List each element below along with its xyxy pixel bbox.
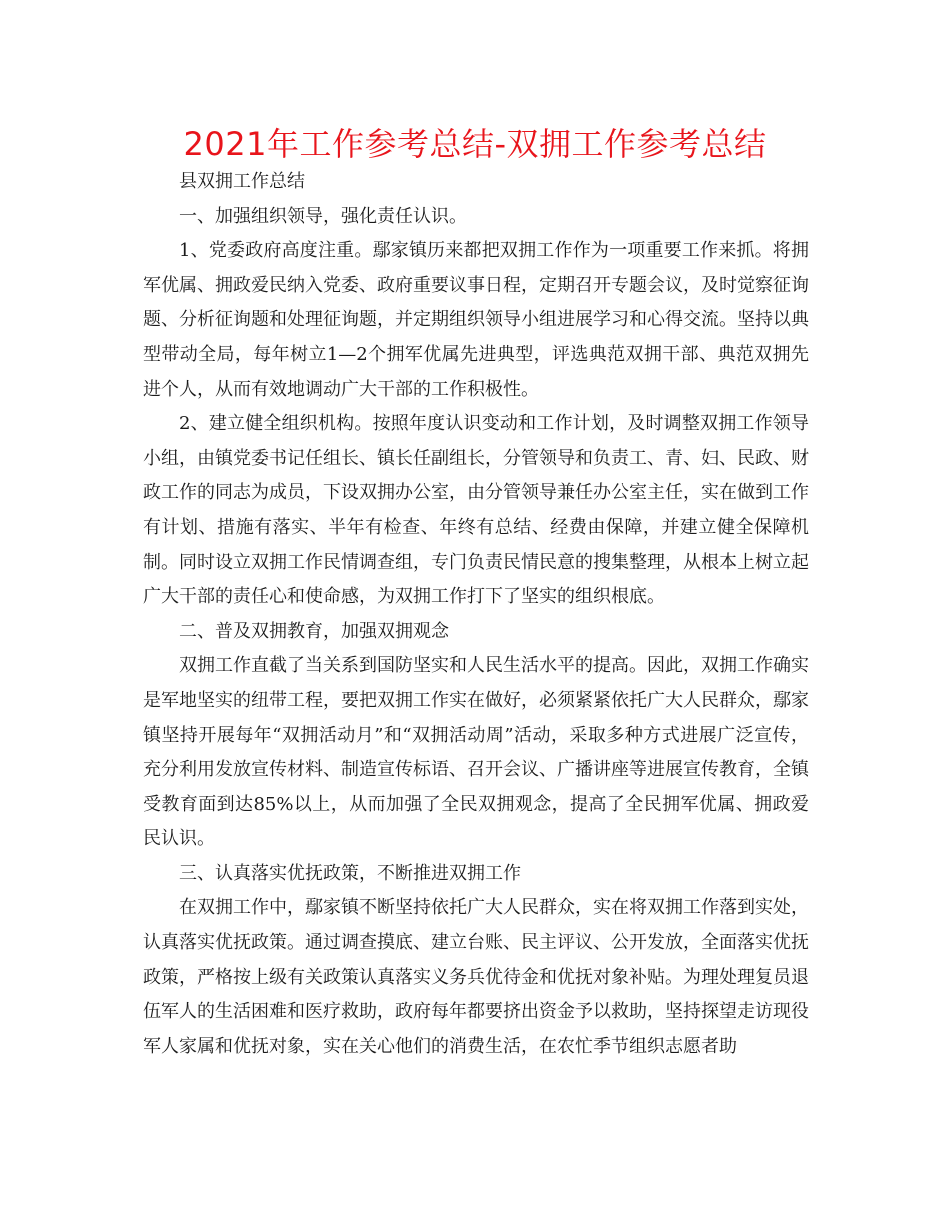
paragraph-1: 1、党委政府高度注重。鄢家镇历来都把双拥工作作为一项重要工作来抓。将拥军优属、拥政爱民纳入党委、政府重要议事日程，定期召开专题会议，及时觉察征询题、分析征询题和处理征询题，并定期组织领导小组进展学习和心得交流。坚持以典型带动全局，每年树立1—2个拥军优属先进典型，评选典范双拥干部、典范双拥先进个人，从而有效地调动广大干部的工作积极性。 [143, 240, 809, 400]
paragraph-2: 2、建立健全组织机构。按照年度认识变动和工作计划，及时调整双拥工作领导小组，由镇党委书记任组长、镇长任副组长，分管领导和负责工、青、妇、民政、财政工作的同志为成员，下设双拥办公室，由分管领导兼任办公室主任，实在做到工作有计划、措施有落实、半年有检查、年终有总结、经费由保障，并建立健全保障机制。同时设立双拥工作民情调查组，专门负责民情民意的搜集整理，从根本上树立起广大干部的责任心和使命感，为双拥工作打下了坚实的组织根底。 [143, 413, 809, 608]
paragraph-4: 在双拥工作中，鄢家镇不断坚持依托广大人民群众，实在将双拥工作落到实处，认真落实优抚政策。通过调查摸底、建立台账、民主评议、公开发放，全面落实优抚政策，严格按上级有关政策认真落实义务兵优待金和优抚对象补贴。为理处理复员退伍军人的生活困难和医疗救助，政府每年都要挤出资金予以救助，坚持探望走访现役军人家属和优抚对象，实在关心他们的消费生活，在农忙季节组织志愿者助 [143, 897, 809, 1057]
section-heading-1: 一、加强组织领导，强化责任认识。 [179, 205, 467, 227]
section-heading-3: 三、认真落实优抚政策，不断推进双拥工作 [179, 862, 521, 884]
section-heading-2: 二、普及双拥教育，加强双拥观念 [179, 620, 449, 642]
document-body [143, 165, 809, 1064]
subtitle: 县双拥工作总结 [179, 171, 305, 192]
document-title: 2021年工作参考总结-双拥工作参考总结 [183, 125, 767, 163]
paragraph-3: 双拥工作直截了当关系到国防坚实和人民生活水平的提高。因此，双拥工作确实是军地坚实的纽带工程，要把双拥工作实在做好，必须紧紧依托广大人民群众，鄢家镇坚持开展每年“双拥活动月”和“双拥活动周”活动，采取多种方式进展广泛宣传，充分利用发放宣传材料、制造宣传标语、召开会议、广播讲座等进展宣传教育，全镇受教育面到达85%以上，从而加强了全民双拥观念，提高了全民拥军优属、拥政爱民认识。 [143, 655, 809, 850]
